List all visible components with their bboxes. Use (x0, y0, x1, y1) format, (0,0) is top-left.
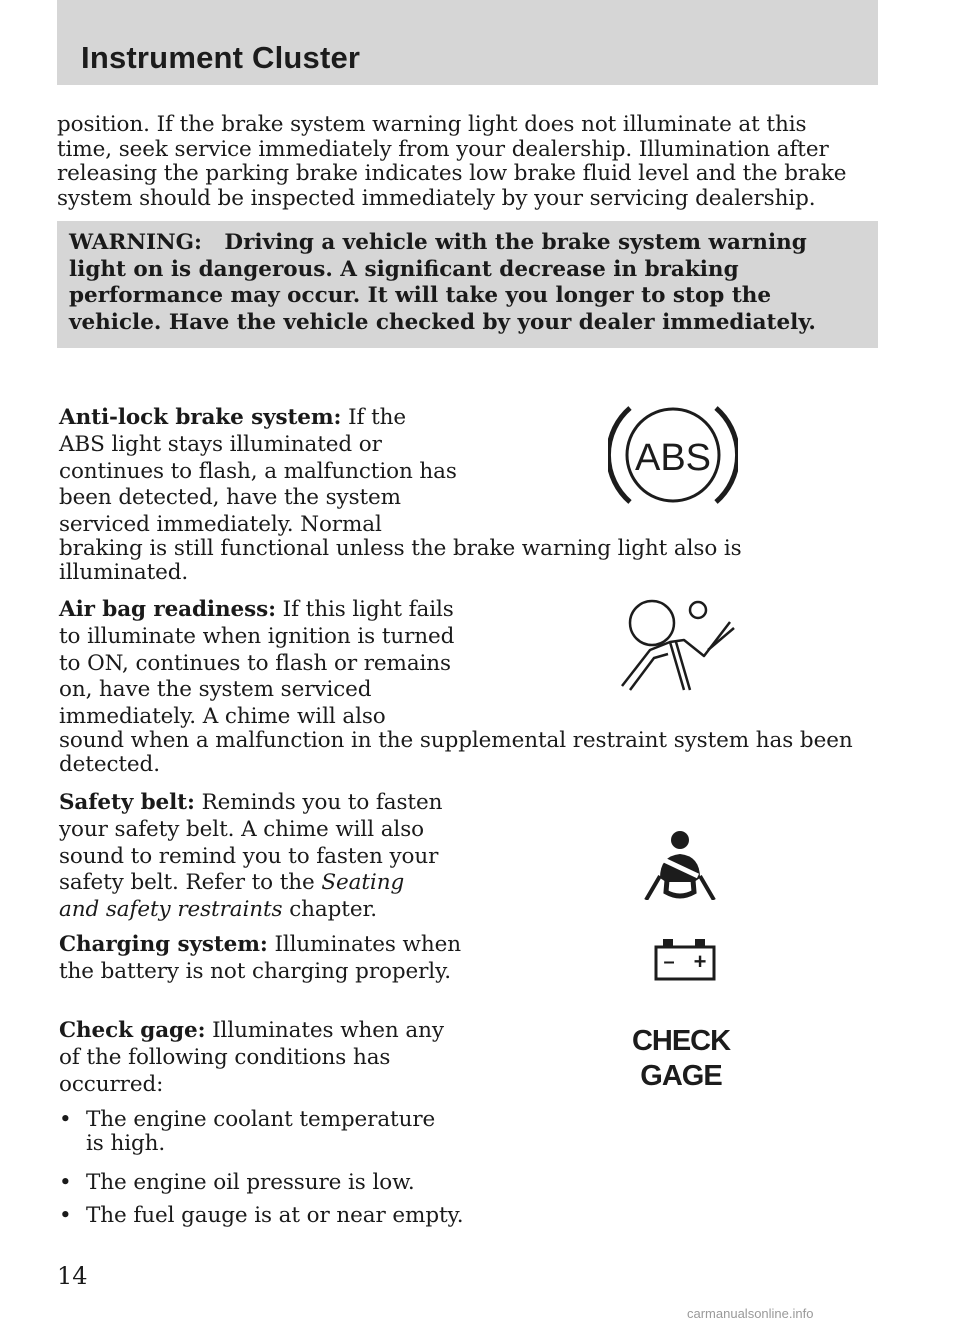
bullet-icon: • (59, 1170, 72, 1195)
safety-belt-icon (640, 830, 720, 900)
text-line: been detected, have the system (59, 485, 401, 511)
text-line: the battery is not charging properly. (59, 958, 452, 984)
page-number: 14 (57, 1262, 88, 1290)
list-item (59, 1204, 489, 1228)
battery-plus: + (693, 949, 707, 974)
check-gage-text: Illuminates when any (205, 1018, 444, 1043)
text-line: immediately. A chime will also (59, 704, 386, 730)
charging-paragraph (59, 932, 489, 986)
text-line: of the following conditions has (59, 1044, 391, 1070)
text-line: your safety belt. A chime will also (59, 816, 424, 842)
text-line: continues to flash, a malfunction has (59, 458, 457, 484)
airbag-label: Air bag readiness: (59, 597, 276, 622)
text-line: safety belt. Refer to the (59, 870, 322, 896)
abs-warning-icon (608, 400, 738, 510)
bullet-icon: • (59, 1203, 72, 1228)
text-line: to ON, continues to flash or remains (59, 650, 451, 676)
watermark: carmanualsonline.info (687, 1306, 814, 1321)
warning-line: WARNING: Driving a vehicle with the brake system warning (69, 230, 807, 255)
text-line: sound to remind you to fasten your (59, 843, 439, 869)
text-line: serviced immediately. Normal (59, 512, 382, 538)
list-item (59, 1171, 489, 1195)
text-line: illuminated. (59, 559, 189, 585)
page-title: Instrument Cluster (81, 40, 361, 75)
charging-label: Charging system: (59, 932, 268, 957)
warning-box (57, 221, 878, 348)
abs-text: If the (341, 405, 407, 430)
section-header (57, 0, 878, 85)
check-gage-icon-line: GAGE (640, 1060, 722, 1092)
list-item (59, 1108, 489, 1155)
warning-line: light on is dangerous. A significant decrease in braking (69, 256, 739, 282)
safety-belt-label: Safety belt: (59, 790, 195, 815)
charging-text: Illuminates when (267, 932, 461, 957)
list-item-text: The fuel gauge is at or near empty. (86, 1203, 464, 1228)
text-line: position. If the brake system warning light does not illuminate at this (57, 112, 807, 137)
warning-text (69, 230, 869, 336)
abs-label: Anti-lock brake system: (59, 405, 342, 430)
safety-belt-text: Reminds you to fasten (194, 790, 443, 815)
bullet-icon: • (59, 1107, 72, 1132)
check-gage-icon-line: CHECK (631, 1025, 731, 1057)
text-line: sound when a malfunction in the supplemental restraint system has been (59, 728, 853, 754)
list-item-text: The engine oil pressure is low. (86, 1170, 415, 1195)
text-line: braking is still functional unless the brake warning light also is (59, 536, 742, 562)
warning-line: vehicle. Have the vehicle checked by your dealer immediately. (69, 309, 816, 335)
airbag-icon (612, 598, 742, 698)
text-line: ABS light stays illuminated or (59, 431, 382, 457)
text-line: to illuminate when ignition is turned (59, 623, 455, 649)
warning-line: performance may occur. It will take you longer to stop the (69, 283, 772, 308)
list-item-text: is high. (86, 1130, 166, 1156)
chapter-link-part: Seating (321, 870, 405, 896)
safety-belt-paragraph (59, 790, 489, 924)
airbag-text: If this light fails (275, 597, 454, 622)
check-gage-label: Check gage: (59, 1018, 206, 1043)
battery-minus: – (663, 951, 675, 973)
text-line: detected. (59, 752, 160, 778)
list-item-text: The engine coolant temperature (86, 1107, 436, 1132)
airbag-paragraph (59, 597, 889, 777)
text-line: time, seek service immediately from your dealership. Illumination after (57, 136, 829, 162)
chapter-link-part: and safety restraints (59, 897, 283, 923)
abs-icon-text: ABS (634, 437, 712, 479)
text-line: system should be inspected immediately by your servicing dealership. (57, 185, 816, 211)
text-line: occurred: (59, 1071, 164, 1097)
intro-paragraph (57, 113, 887, 211)
check-gage-paragraph (59, 1018, 489, 1098)
text-line: chapter. (282, 897, 378, 923)
battery-icon (650, 935, 720, 985)
abs-paragraph (59, 405, 879, 584)
check-gage-icon (616, 1024, 746, 1094)
text-line: on, have the system serviced (59, 677, 372, 703)
text-line: releasing the parking brake indicates low brake fluid level and the brake (57, 161, 847, 186)
